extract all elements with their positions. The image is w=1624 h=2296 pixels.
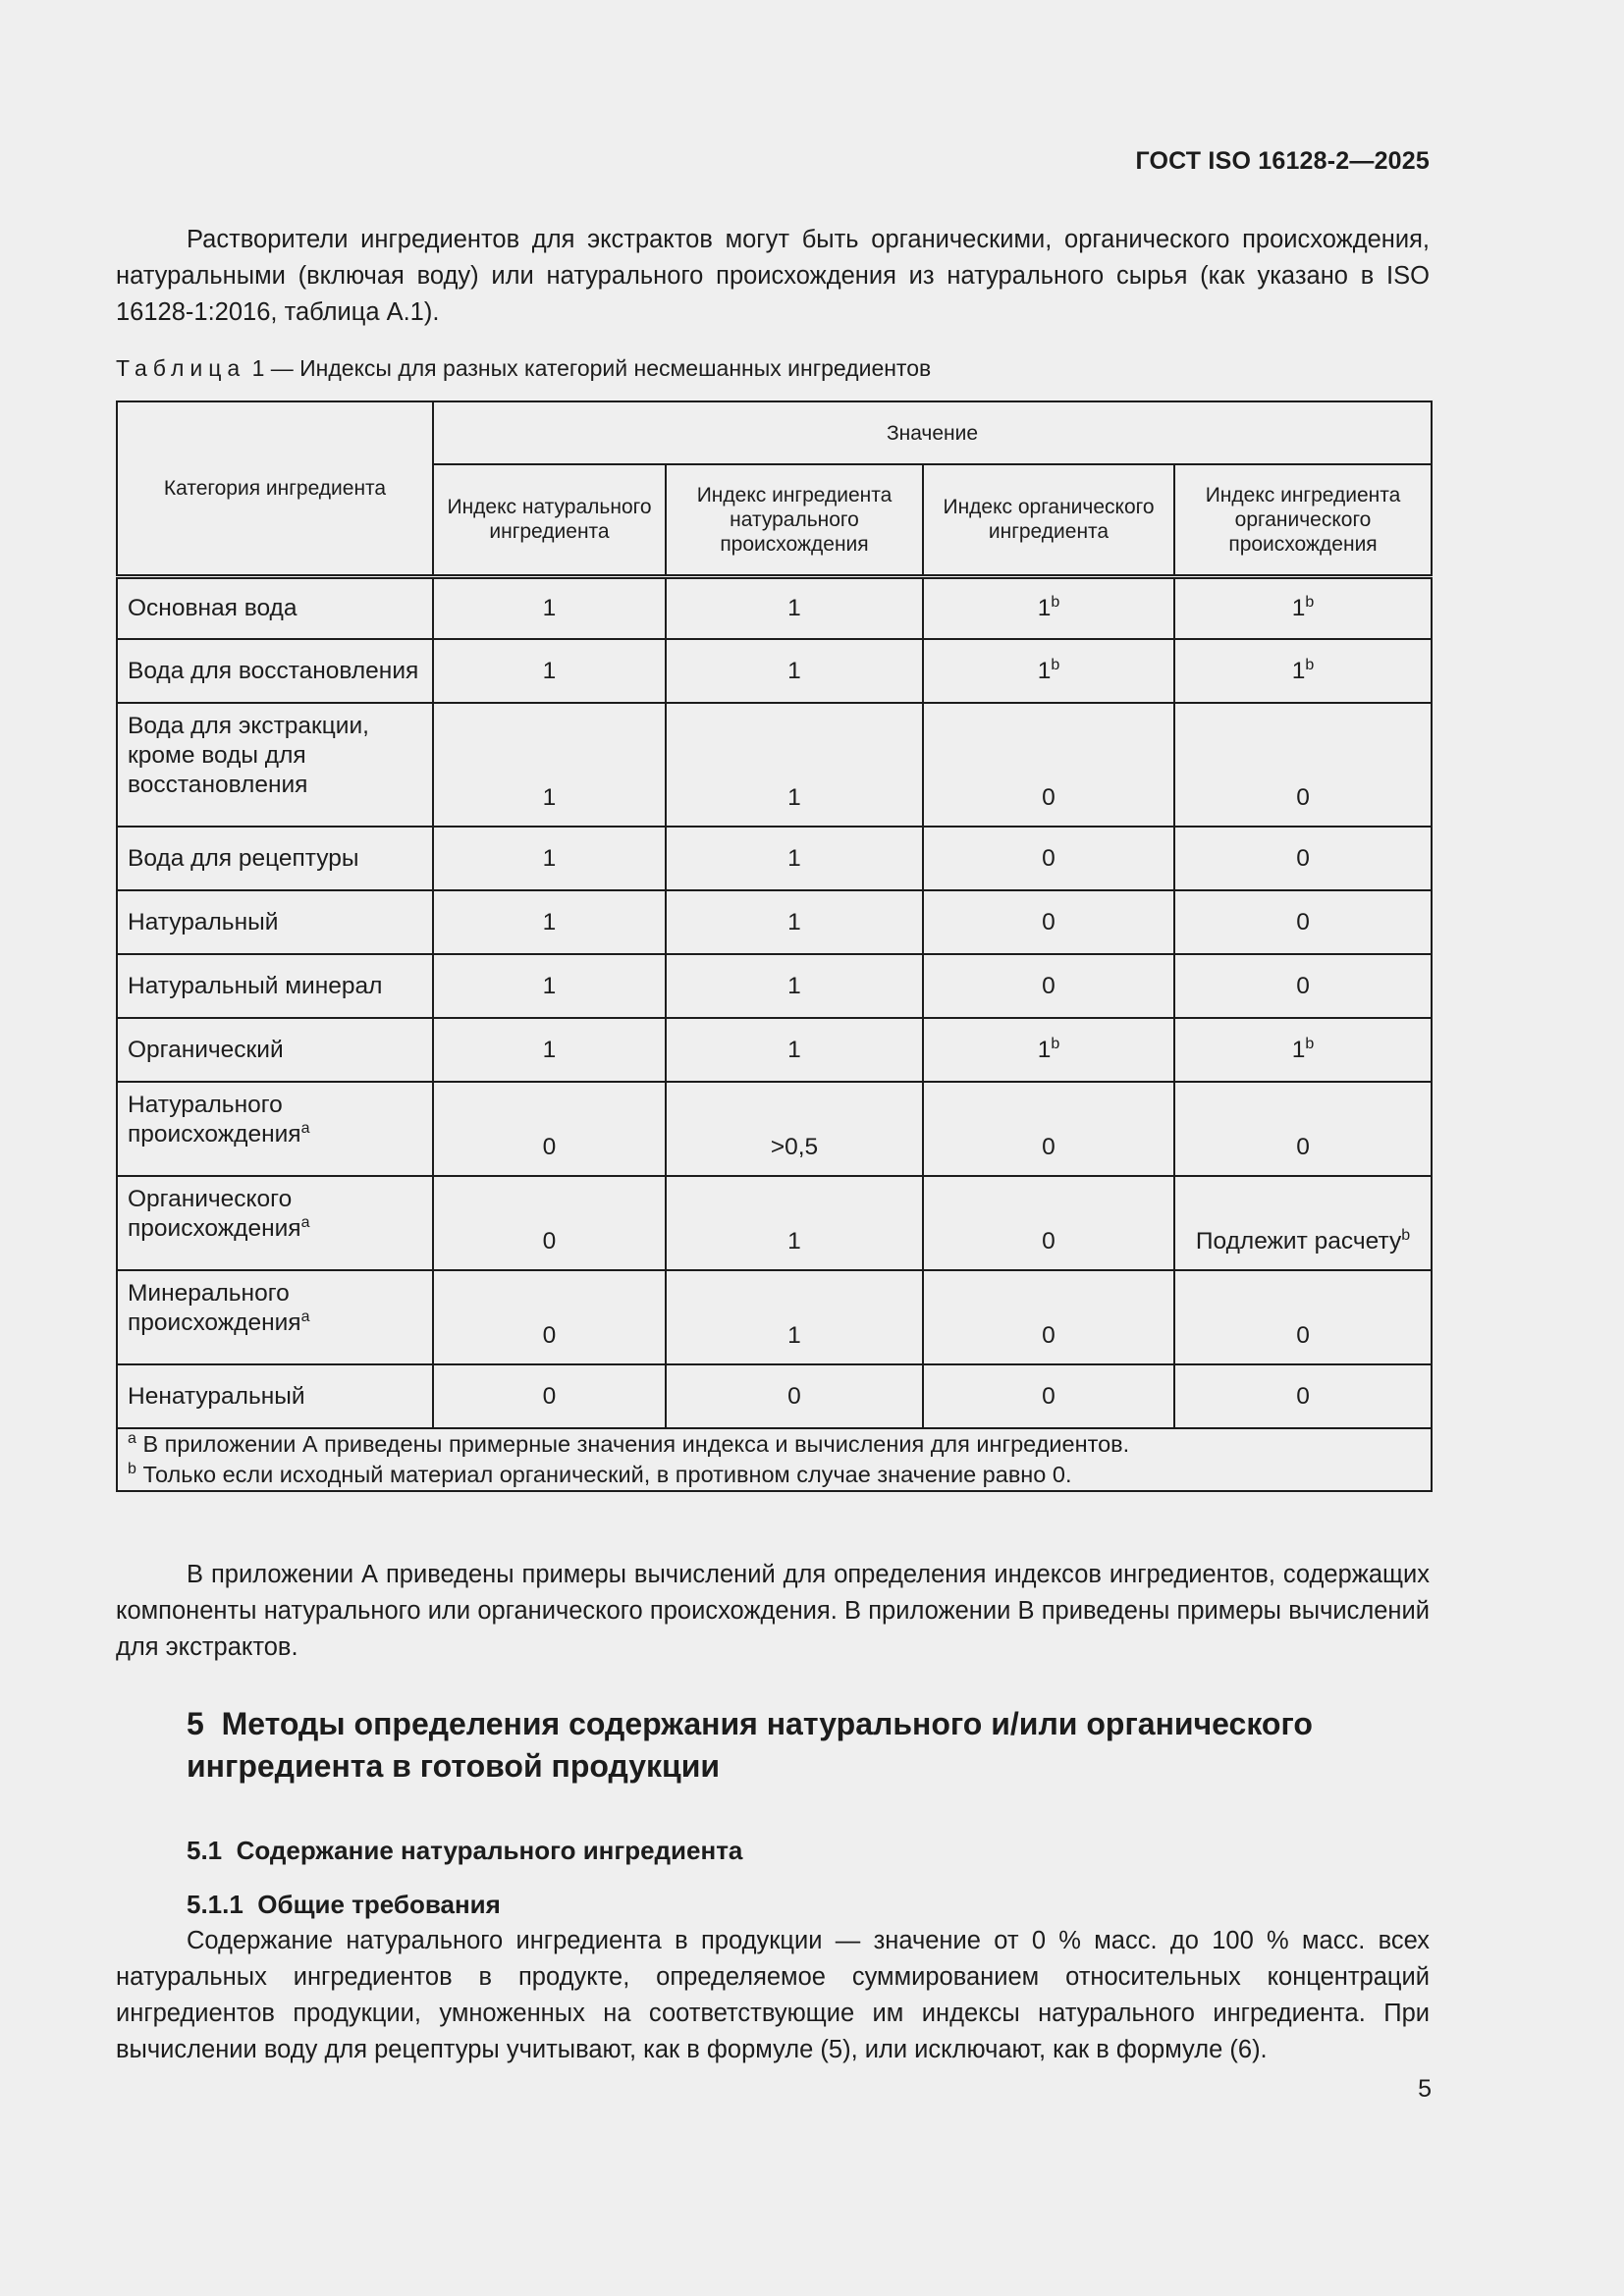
cell-value: 0 — [542, 1322, 557, 1349]
row-category-text: Органического происхождения — [128, 1186, 301, 1242]
row-value-col-4 — [1174, 1176, 1432, 1270]
row-category-text: Органический — [128, 1036, 284, 1063]
cell-footnote-mark: b — [1401, 1227, 1411, 1244]
table-caption-text: 1 — Индексы для разных категорий несмешанных ингредиентов — [251, 355, 932, 381]
row-value-col-2 — [666, 1082, 923, 1176]
cell-value: 1 — [787, 594, 801, 621]
row-value-col-3 — [923, 639, 1174, 703]
table-caption-prefix: Таблица — [116, 355, 246, 381]
footnote-b-mark: b — [128, 1461, 136, 1477]
cell-value: 1 — [1037, 657, 1052, 684]
cell-footnote-mark: b — [1305, 656, 1315, 673]
cell-value: 0 — [1042, 972, 1056, 999]
row-value-col-3 — [923, 1270, 1174, 1364]
document-code: ГОСТ ISO 16128-2—2025 — [1135, 147, 1430, 175]
cell-value: 1 — [542, 1036, 557, 1063]
row-value-col-2 — [666, 703, 923, 827]
table-body — [117, 576, 1432, 1428]
section-5-heading — [187, 1703, 1414, 1788]
cell-value: 0 — [1296, 1382, 1310, 1410]
table-row — [117, 1176, 1432, 1270]
row-category — [117, 1270, 433, 1364]
section-5-number: 5 — [187, 1706, 204, 1741]
cell-value: 1 — [787, 908, 801, 935]
footnote-a — [128, 1429, 1421, 1460]
section-5-1-heading — [187, 1836, 742, 1866]
header-col-natural-index: Индекс натурального ингредиента — [433, 464, 666, 576]
row-category-text: Ненатуральный — [128, 1382, 305, 1410]
row-value-col-3 — [923, 827, 1174, 890]
cell-value: 1 — [1037, 1036, 1052, 1063]
body-paragraph-text: Содержание натурального ингредиента в продукции — значение от 0 % масс. до 100 % масс. всех натуральных ингредиентов в продукте, определяемое суммированием относительных концентраций ингредиентов продукции, умноженных на соответствующие им индексы натурального ингредиента. При вычислении воду для рецептуры учитывают, как в формуле (5), или исключают, как в формуле (6). — [116, 1927, 1430, 2063]
cell-value: 1 — [787, 1322, 801, 1349]
cell-footnote-mark: b — [1305, 1035, 1315, 1052]
footnote-a-text: В приложении А приведены примерные значения индекса и вычисления для ингредиентов. — [142, 1431, 1130, 1457]
row-value-col-4 — [1174, 576, 1432, 639]
cell-footnote-mark: b — [1051, 656, 1060, 673]
row-value-col-4 — [1174, 954, 1432, 1018]
cell-value: >0,5 — [770, 1134, 819, 1160]
header-value: Значение — [433, 401, 1432, 464]
row-value-col-2 — [666, 1364, 923, 1428]
cell-value: 0 — [1042, 1322, 1056, 1349]
row-value-col-1 — [433, 954, 666, 1018]
row-value-col-4 — [1174, 827, 1432, 890]
row-value-col-1 — [433, 639, 666, 703]
row-category-text: Вода для рецептуры — [128, 844, 359, 872]
cell-value: 0 — [1296, 1134, 1310, 1160]
row-value-col-3 — [923, 1364, 1174, 1428]
cell-value: 0 — [1296, 908, 1310, 935]
cell-value: 0 — [542, 1228, 557, 1255]
row-value-col-4 — [1174, 1018, 1432, 1082]
row-value-col-1 — [433, 1176, 666, 1270]
table-row — [117, 639, 1432, 703]
row-value-col-1 — [433, 703, 666, 827]
index-table — [116, 400, 1433, 1492]
table-row — [117, 576, 1432, 639]
row-value-col-1 — [433, 890, 666, 954]
table-row — [117, 1364, 1432, 1428]
row-value-col-2 — [666, 890, 923, 954]
row-value-col-1 — [433, 827, 666, 890]
row-category-text: Вода для экстракции, кроме воды для восстановления — [128, 713, 369, 798]
cell-value: 0 — [1042, 844, 1056, 872]
cell-value: 1 — [542, 784, 557, 811]
table-caption — [116, 355, 931, 382]
cell-value: 1 — [787, 657, 801, 684]
cell-value: 1 — [542, 908, 557, 935]
row-value-col-3 — [923, 576, 1174, 639]
table-footnotes — [117, 1428, 1432, 1491]
cell-value: 0 — [1042, 908, 1056, 935]
footnote-b-text: Только если исходный материал органический, в противном случае значение равно 0. — [142, 1462, 1072, 1487]
row-value-col-3 — [923, 1082, 1174, 1176]
row-category — [117, 827, 433, 890]
cell-value: 1 — [1291, 657, 1306, 684]
table-row — [117, 1018, 1432, 1082]
cell-value: 1 — [787, 784, 801, 811]
cell-value: 0 — [542, 1382, 557, 1410]
footnote-a-mark: a — [128, 1430, 136, 1447]
row-category — [117, 576, 433, 639]
intro-paragraph-text: Растворители ингредиентов для экстрактов могут быть органическими, органического происхождения, натуральными (включая воду) или натурального происхождения из натурального сырья (как указано в ISO 16128-1:2016, таблица А.1). — [116, 226, 1430, 326]
row-category — [117, 1018, 433, 1082]
cell-value: 0 — [787, 1382, 801, 1410]
row-value-col-2 — [666, 639, 923, 703]
cell-value: 0 — [1296, 844, 1310, 872]
cell-footnote-mark: b — [1051, 593, 1060, 611]
cell-value: 1 — [1291, 594, 1306, 621]
cell-value: 1 — [787, 972, 801, 999]
table-row — [117, 827, 1432, 890]
row-value-col-1 — [433, 1018, 666, 1082]
section-5-1-1-number: 5.1.1 — [187, 1890, 244, 1919]
cell-value: 0 — [542, 1134, 557, 1160]
cell-value: 0 — [1042, 1134, 1056, 1160]
header-category: Категория ингредиента — [117, 401, 433, 576]
body-paragraph — [116, 1923, 1430, 2068]
cell-value: 0 — [1296, 972, 1310, 999]
row-value-col-2 — [666, 1270, 923, 1364]
row-category — [117, 703, 433, 827]
row-category-text: Основная вода — [128, 594, 298, 621]
cell-value: Подлежит расчету — [1195, 1228, 1402, 1255]
cell-value: 1 — [787, 1228, 801, 1255]
table-row — [117, 954, 1432, 1018]
row-value-col-2 — [666, 1176, 923, 1270]
cell-footnote-mark: b — [1305, 593, 1315, 611]
row-value-col-1 — [433, 1364, 666, 1428]
cell-value: 0 — [1042, 784, 1056, 811]
row-category — [117, 639, 433, 703]
cell-value: 1 — [1037, 594, 1052, 621]
row-value-col-2 — [666, 954, 923, 1018]
cell-value: 1 — [542, 844, 557, 872]
row-value-col-2 — [666, 576, 923, 639]
row-category-text: Вода для восстановления — [128, 657, 419, 684]
row-value-col-3 — [923, 890, 1174, 954]
row-category — [117, 1364, 433, 1428]
row-category-footnote-mark: a — [300, 1308, 310, 1325]
header-col-organic-index: Индекс органического ингредиента — [923, 464, 1174, 576]
row-category — [117, 1176, 433, 1270]
section-5-1-title: Содержание натурального ингредиента — [236, 1836, 743, 1865]
row-value-col-3 — [923, 703, 1174, 827]
section-5-1-1-heading — [187, 1890, 501, 1920]
cell-value: 0 — [1296, 1322, 1310, 1349]
section-5-1-1-title: Общие требования — [257, 1890, 501, 1919]
footnote-b — [128, 1460, 1421, 1490]
cell-value: 1 — [542, 657, 557, 684]
section-5-title: Методы определения содержания натурального и/или органического ингредиента в готовой продукции — [187, 1706, 1313, 1784]
header-col-organic-origin-index: Индекс ингредиента органического происхождения — [1174, 464, 1432, 576]
row-category-text: Натуральный — [128, 908, 279, 935]
header-col-natural-origin-index: Индекс ингредиента натурального происхождения — [666, 464, 923, 576]
row-value-col-2 — [666, 827, 923, 890]
cell-value: 1 — [787, 1036, 801, 1063]
row-value-col-4 — [1174, 639, 1432, 703]
table-row — [117, 1270, 1432, 1364]
cell-value: 1 — [542, 594, 557, 621]
section-5-1-number: 5.1 — [187, 1836, 223, 1865]
row-value-col-1 — [433, 1082, 666, 1176]
row-value-col-3 — [923, 954, 1174, 1018]
row-value-col-4 — [1174, 703, 1432, 827]
cell-value: 0 — [1042, 1228, 1056, 1255]
cell-footnote-mark: b — [1051, 1035, 1060, 1052]
table-row — [117, 703, 1432, 827]
row-category-text: Минерального происхождения — [128, 1280, 301, 1336]
row-category — [117, 890, 433, 954]
page-number: 5 — [1418, 2075, 1432, 2103]
after-table-paragraph — [116, 1557, 1430, 1666]
cell-value: 1 — [787, 844, 801, 872]
row-value-col-1 — [433, 576, 666, 639]
row-category — [117, 1082, 433, 1176]
cell-value: 1 — [542, 972, 557, 999]
row-category-text: Натуральный минерал — [128, 972, 383, 999]
row-category-text: Натурального происхождения — [128, 1092, 301, 1148]
row-value-col-3 — [923, 1018, 1174, 1082]
cell-value: 0 — [1042, 1382, 1056, 1410]
table-row — [117, 890, 1432, 954]
row-value-col-4 — [1174, 1364, 1432, 1428]
row-category-footnote-mark: a — [300, 1214, 310, 1231]
row-category — [117, 954, 433, 1018]
row-value-col-3 — [923, 1176, 1174, 1270]
intro-paragraph — [116, 222, 1430, 331]
row-category-footnote-mark: a — [300, 1120, 310, 1137]
row-value-col-4 — [1174, 890, 1432, 954]
row-value-col-4 — [1174, 1082, 1432, 1176]
cell-value: 1 — [1291, 1036, 1306, 1063]
row-value-col-1 — [433, 1270, 666, 1364]
row-value-col-2 — [666, 1018, 923, 1082]
table-row — [117, 1082, 1432, 1176]
cell-value: 0 — [1296, 784, 1310, 811]
after-table-paragraph-text: В приложении А приведены примеры вычислений для определения индексов ингредиентов, содержащих компоненты натурального или органического происхождения. В приложении В приведены примеры вычислений для экстрактов. — [116, 1561, 1430, 1661]
row-value-col-4 — [1174, 1270, 1432, 1364]
